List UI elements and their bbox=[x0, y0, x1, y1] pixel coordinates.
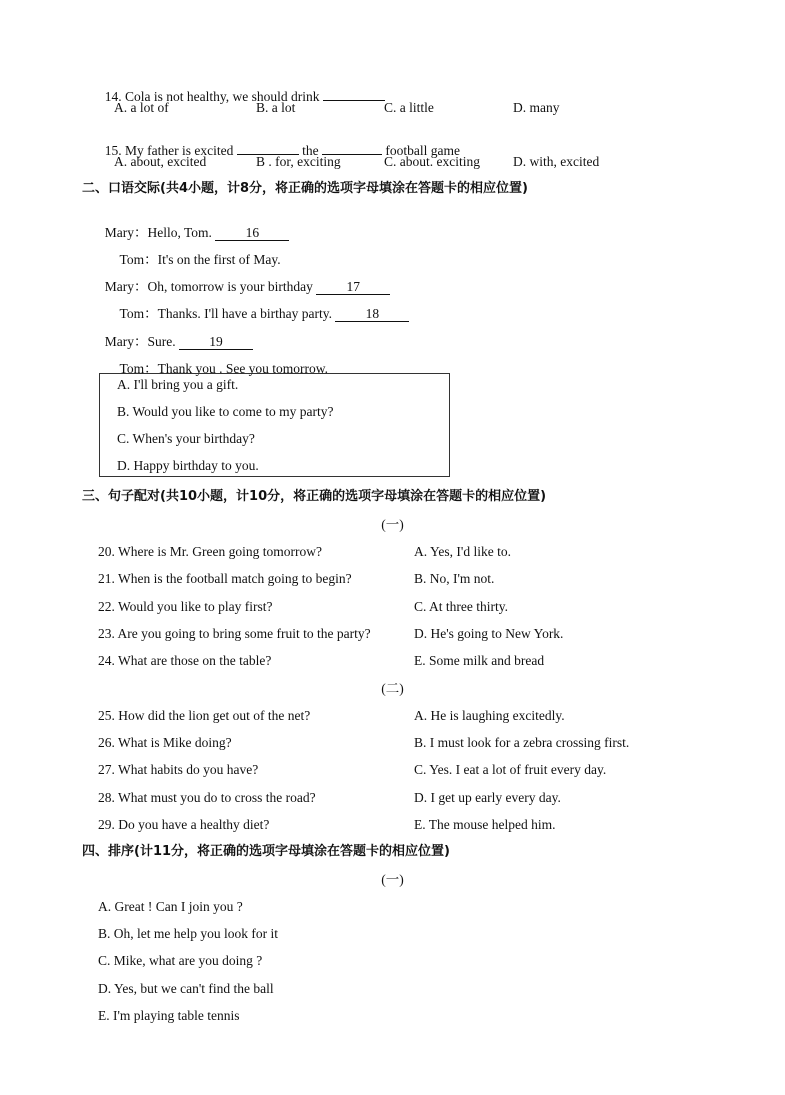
question-text: 14. Cola is not healthy, we should drink bbox=[104, 89, 323, 104]
match-answer: D. He's going to New York. bbox=[414, 626, 564, 641]
question-text: the bbox=[298, 143, 322, 158]
order-item: D. Yes, but we can't find the ball bbox=[98, 981, 274, 996]
option-b: B . for, exciting bbox=[256, 154, 341, 169]
option-a: A. I'll bring you a gift. bbox=[117, 377, 239, 392]
answer-blank: 16 bbox=[215, 226, 289, 241]
speaker: Mary： bbox=[104, 279, 148, 294]
part-label: (一) bbox=[381, 517, 404, 532]
option-b: B. Would you like to come to my party? bbox=[117, 404, 334, 419]
order-item: A. Great ! Can I join you ? bbox=[98, 899, 243, 914]
option-d: D. many bbox=[513, 100, 560, 115]
part-label: (一) bbox=[381, 872, 404, 887]
match-question: 23. Are you going to bring some fruit to the party? bbox=[98, 626, 371, 641]
match-answer: C. At three thirty. bbox=[414, 599, 508, 614]
match-answer: E. The mouse helped him. bbox=[414, 817, 556, 832]
option-a: A. a lot of bbox=[114, 100, 169, 115]
match-question: 26. What is Mike doing? bbox=[98, 735, 232, 750]
part-label: (二) bbox=[381, 681, 404, 696]
answer-blank: 17 bbox=[316, 280, 390, 295]
option-b: B. a lot bbox=[256, 100, 296, 115]
match-question: 20. Where is Mr. Green going tomorrow? bbox=[98, 544, 322, 559]
section-heading: 二、口语交际(共4小题，计8分，将正确的选项字母填涂在答题卡的相应位置) bbox=[82, 181, 528, 196]
speaker: Mary： bbox=[104, 225, 148, 240]
match-answer: B. I must look for a zebra crossing first. bbox=[414, 735, 630, 750]
dialogue-text: Thanks. I'll have a birthay party. bbox=[157, 306, 336, 321]
speaker: Mary： bbox=[104, 334, 148, 349]
speaker: Tom： bbox=[119, 361, 158, 376]
option-d: D. with, excited bbox=[513, 154, 600, 169]
match-answer: D. I get up early every day. bbox=[414, 790, 561, 805]
match-question: 24. What are those on the table? bbox=[98, 653, 272, 668]
match-answer: B. No, I'm not. bbox=[414, 571, 495, 586]
answer-blank: 18 bbox=[335, 307, 409, 322]
match-question: 29. Do you have a healthy diet? bbox=[98, 817, 270, 832]
match-answer: A. He is laughing excitedly. bbox=[414, 708, 565, 723]
speaker: Tom： bbox=[119, 306, 158, 321]
question-text: 15. My father is excited bbox=[104, 143, 237, 158]
match-question: 25. How did the lion get out of the net? bbox=[98, 708, 311, 723]
match-answer: C. Yes. I eat a lot of fruit every day. bbox=[414, 762, 607, 777]
order-item: E. I'm playing table tennis bbox=[98, 1008, 240, 1023]
answer-blank: 19 bbox=[179, 335, 253, 350]
option-a: A. about, excited bbox=[114, 154, 207, 169]
dialogue-text: Oh, tomorrow is your birthday bbox=[147, 279, 317, 294]
answer-blank bbox=[323, 100, 385, 101]
dialogue-text: It's on the first of May. bbox=[157, 252, 281, 267]
match-question: 27. What habits do you have? bbox=[98, 762, 259, 777]
option-c: C. a little bbox=[384, 100, 434, 115]
match-question: 21. When is the football match going to begin? bbox=[98, 571, 352, 586]
dialogue-text: Hello, Tom. bbox=[147, 225, 216, 240]
match-answer: A. Yes, I'd like to. bbox=[414, 544, 511, 559]
section-heading: 三、句子配对(共10小题，计10分，将正确的选项字母填涂在答题卡的相应位置) bbox=[82, 489, 547, 504]
section-heading: 四、排序(计11分，将正确的选项字母填涂在答题卡的相应位置) bbox=[82, 844, 450, 859]
speaker: Tom： bbox=[119, 252, 158, 267]
dialogue-text: Sure. bbox=[147, 334, 179, 349]
match-question: 28. What must you do to cross the road? bbox=[98, 790, 316, 805]
option-c: C. When's your birthday? bbox=[117, 431, 255, 446]
match-question: 22. Would you like to play first? bbox=[98, 599, 273, 614]
question-text: football game bbox=[381, 143, 460, 158]
order-item: C. Mike, what are you doing ? bbox=[98, 953, 263, 968]
option-c: C. about. exciting bbox=[384, 154, 480, 169]
option-d: D. Happy birthday to you. bbox=[117, 458, 259, 473]
order-item: B. Oh, let me help you look for it bbox=[98, 926, 278, 941]
dialogue-text: Thank you . See you tomorrow. bbox=[157, 361, 329, 376]
match-answer: E. Some milk and bread bbox=[414, 653, 545, 668]
